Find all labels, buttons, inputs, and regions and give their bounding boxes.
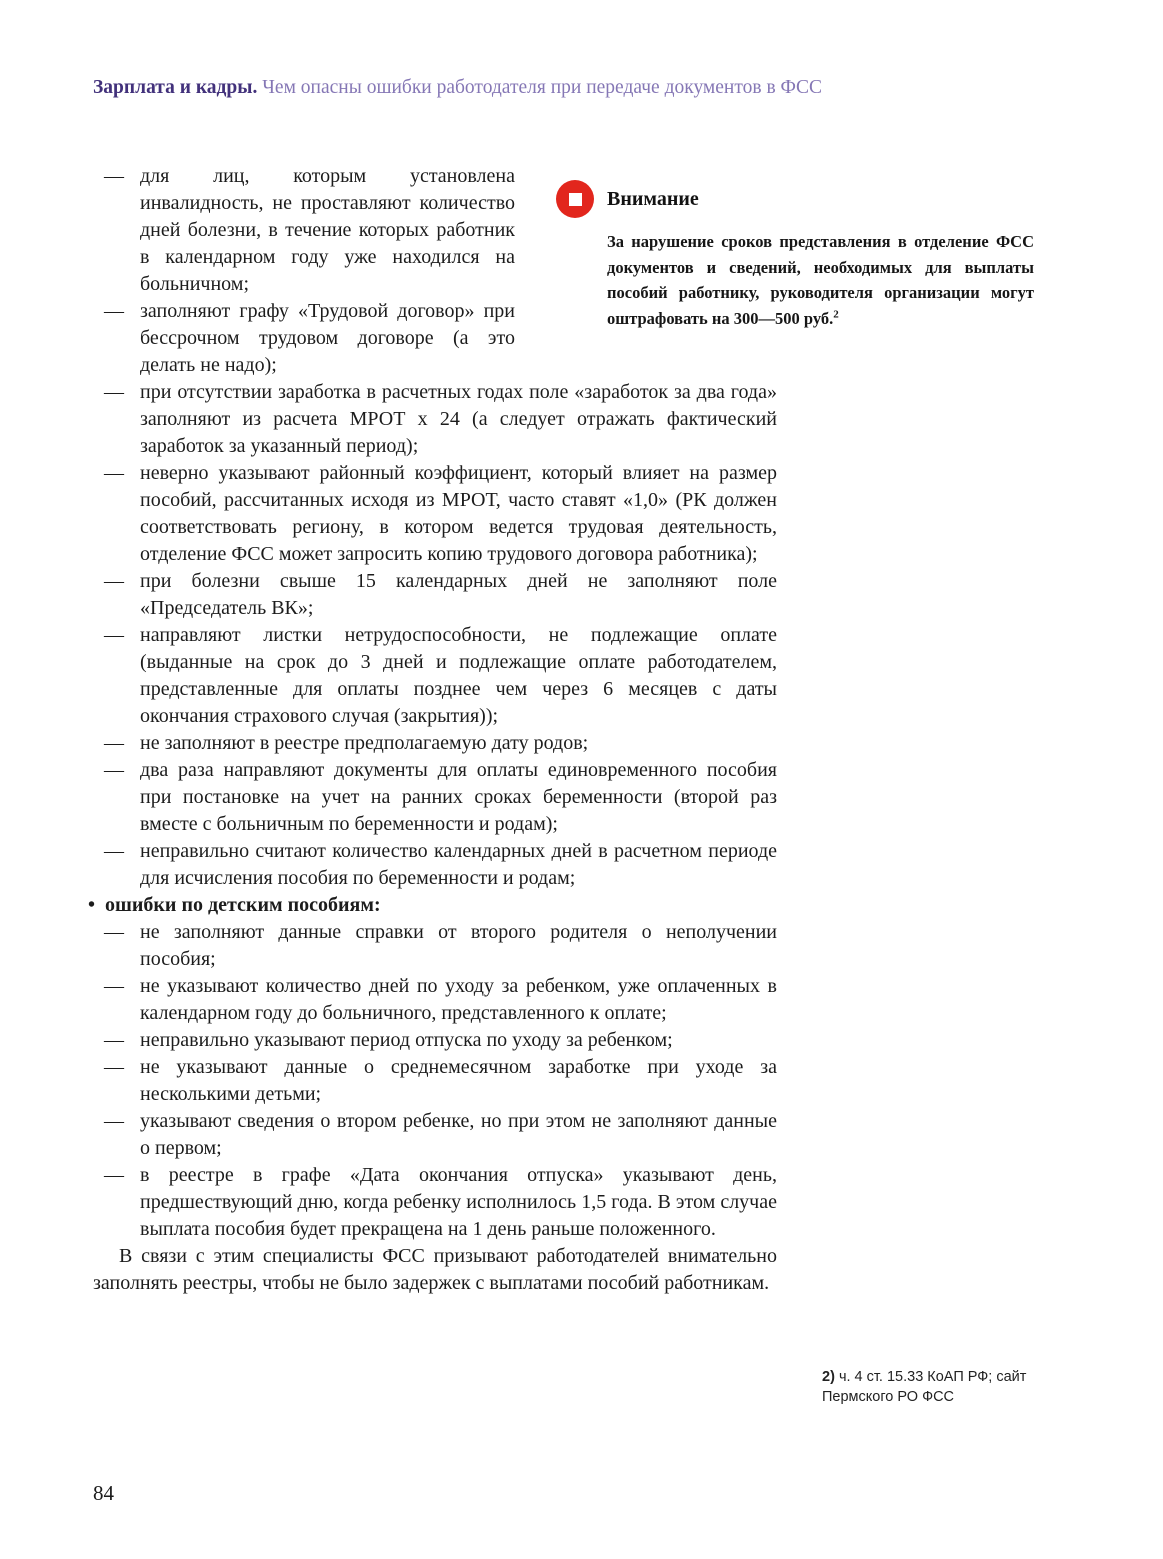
list-item (93, 379, 777, 460)
footnote-marker: 2) (822, 1369, 835, 1385)
dash-marker: — (104, 1110, 124, 1132)
dash-marker: — (104, 1164, 124, 1186)
list-item (93, 1027, 777, 1054)
list-item-text: не заполняют в реестре предполагаемую дату родов; (140, 732, 589, 754)
dash-marker: — (104, 1029, 124, 1051)
dash-marker: — (104, 975, 124, 997)
closing-paragraph: В связи с этим специалисты ФСС призывают работодателей внимательно заполнять реестры, чтобы не было задержек с выплатами пособий работникам. (93, 1245, 777, 1294)
list-item (93, 973, 777, 1027)
list-item (93, 1162, 777, 1243)
list-item-text: для лиц, которым установлена инвалидность, не проставляют количество дней болезни, в течение которых работник в календарном году уже находился на больничном; (140, 165, 515, 295)
dash-marker: — (104, 624, 124, 646)
list-item (93, 1054, 777, 1108)
list-item-text: не указывают данные о среднемесячном заработке при уходе за несколькими детьми; (140, 1056, 777, 1105)
list-item (93, 1108, 777, 1162)
dash-marker: — (104, 462, 124, 484)
article-body (88, 163, 777, 1297)
dash-marker: — (104, 732, 124, 754)
list-item (93, 838, 777, 892)
list-item-text: заполняют графу «Трудовой договор» при бессрочном трудовом договоре (а это делать не надо); (140, 300, 515, 376)
dash-marker: — (104, 300, 124, 322)
page-number: 84 (93, 1481, 114, 1505)
list-item (93, 568, 777, 622)
sub-list-heading-text: ошибки по детским пособиям: (105, 894, 381, 916)
list-item (93, 919, 777, 973)
list-item-text: при отсутствии заработка в расчетных годах поле «заработок за два года» заполняют из расчета МРОТ x 24 (а следует отражать фактический заработок за указанный период); (140, 381, 777, 457)
footnote-text: ч. 4 ст. 15.33 КоАП РФ; сайт Пермского РО ФСС (822, 1369, 1027, 1405)
footnote (822, 1367, 1040, 1407)
dash-marker: — (104, 921, 124, 943)
attention-body-text: За нарушение сроков представления в отделение ФСС документов и сведений, необходимых для выплаты пособий работнику, руководителя организации могут оштрафовать на 300—500 руб. (607, 232, 1034, 328)
list-item-text: неверно указывают районный коэффициент, который влияет на размер пособий, рассчитанных исходя из МРОТ, часто ставят «1,0» (РК должен соответствовать региону, в котором ведется трудовая деятельность, отделение ФСС может запросить копию трудового договора работника); (140, 462, 777, 565)
dash-marker: — (104, 165, 124, 187)
attention-footnote-ref: 2 (833, 308, 839, 320)
list-item-text: неправильно считают количество календарных дней в расчетном периоде для исчисления пособия по беременности и родам; (140, 840, 777, 889)
header-section-label: Зарплата и кадры. (93, 77, 258, 98)
attention-title: Внимание (607, 187, 699, 210)
list-item-text: не заполняют данные справки от второго родителя о неполучении пособия; (140, 921, 777, 970)
dash-marker: — (104, 1056, 124, 1078)
bullet-marker: • (88, 894, 96, 916)
page-header (93, 77, 822, 99)
list-item-text: направляют листки нетрудоспособности, не подлежащие оплате (выданные на срок до 3 дней и подлежащие оплате работодателем, представленные для оплаты позднее чем через 6 месяцев с даты окончания страхового случая (закрытия)); (140, 624, 777, 727)
dash-marker: — (104, 570, 124, 592)
dash-marker: — (104, 759, 124, 781)
list-item-text: неправильно указывают период отпуска по уходу за ребенком; (140, 1029, 673, 1051)
list-item-text: указывают сведения о втором ребенке, но при этом не заполняют данные о первом; (140, 1110, 777, 1159)
dash-marker: — (104, 381, 124, 403)
list-item-text: при болезни свыше 15 календарных дней не заполняют поле «Председатель ВК»; (140, 570, 777, 619)
list-item-text: два раза направляют документы для оплаты единовременного пособия при постановке на учет на ранних сроках беременности (второй раз вместе с больничным по беременности и родам); (140, 759, 777, 835)
header-article-title: Чем опасны ошибки работодателя при передаче документов в ФСС (262, 77, 822, 98)
list-item (93, 730, 777, 757)
list-item (93, 460, 777, 568)
list-item (93, 298, 515, 379)
list-item (93, 163, 515, 298)
list-item-text: в реестре в графе «Дата окончания отпуска» указывают день, предшествующий дню, когда ребенку исполнилось 1,5 года. В этом случае выплата пособия будет прекращена на 1 день раньше положенного. (140, 1164, 777, 1240)
sub-list-heading (88, 892, 777, 919)
list-item (93, 622, 777, 730)
dash-marker: — (104, 840, 124, 862)
list-item-text: не указывают количество дней по уходу за ребенком, уже оплаченных в календарном году до больничного, представленного к оплате; (140, 975, 777, 1024)
list-item (93, 757, 777, 838)
